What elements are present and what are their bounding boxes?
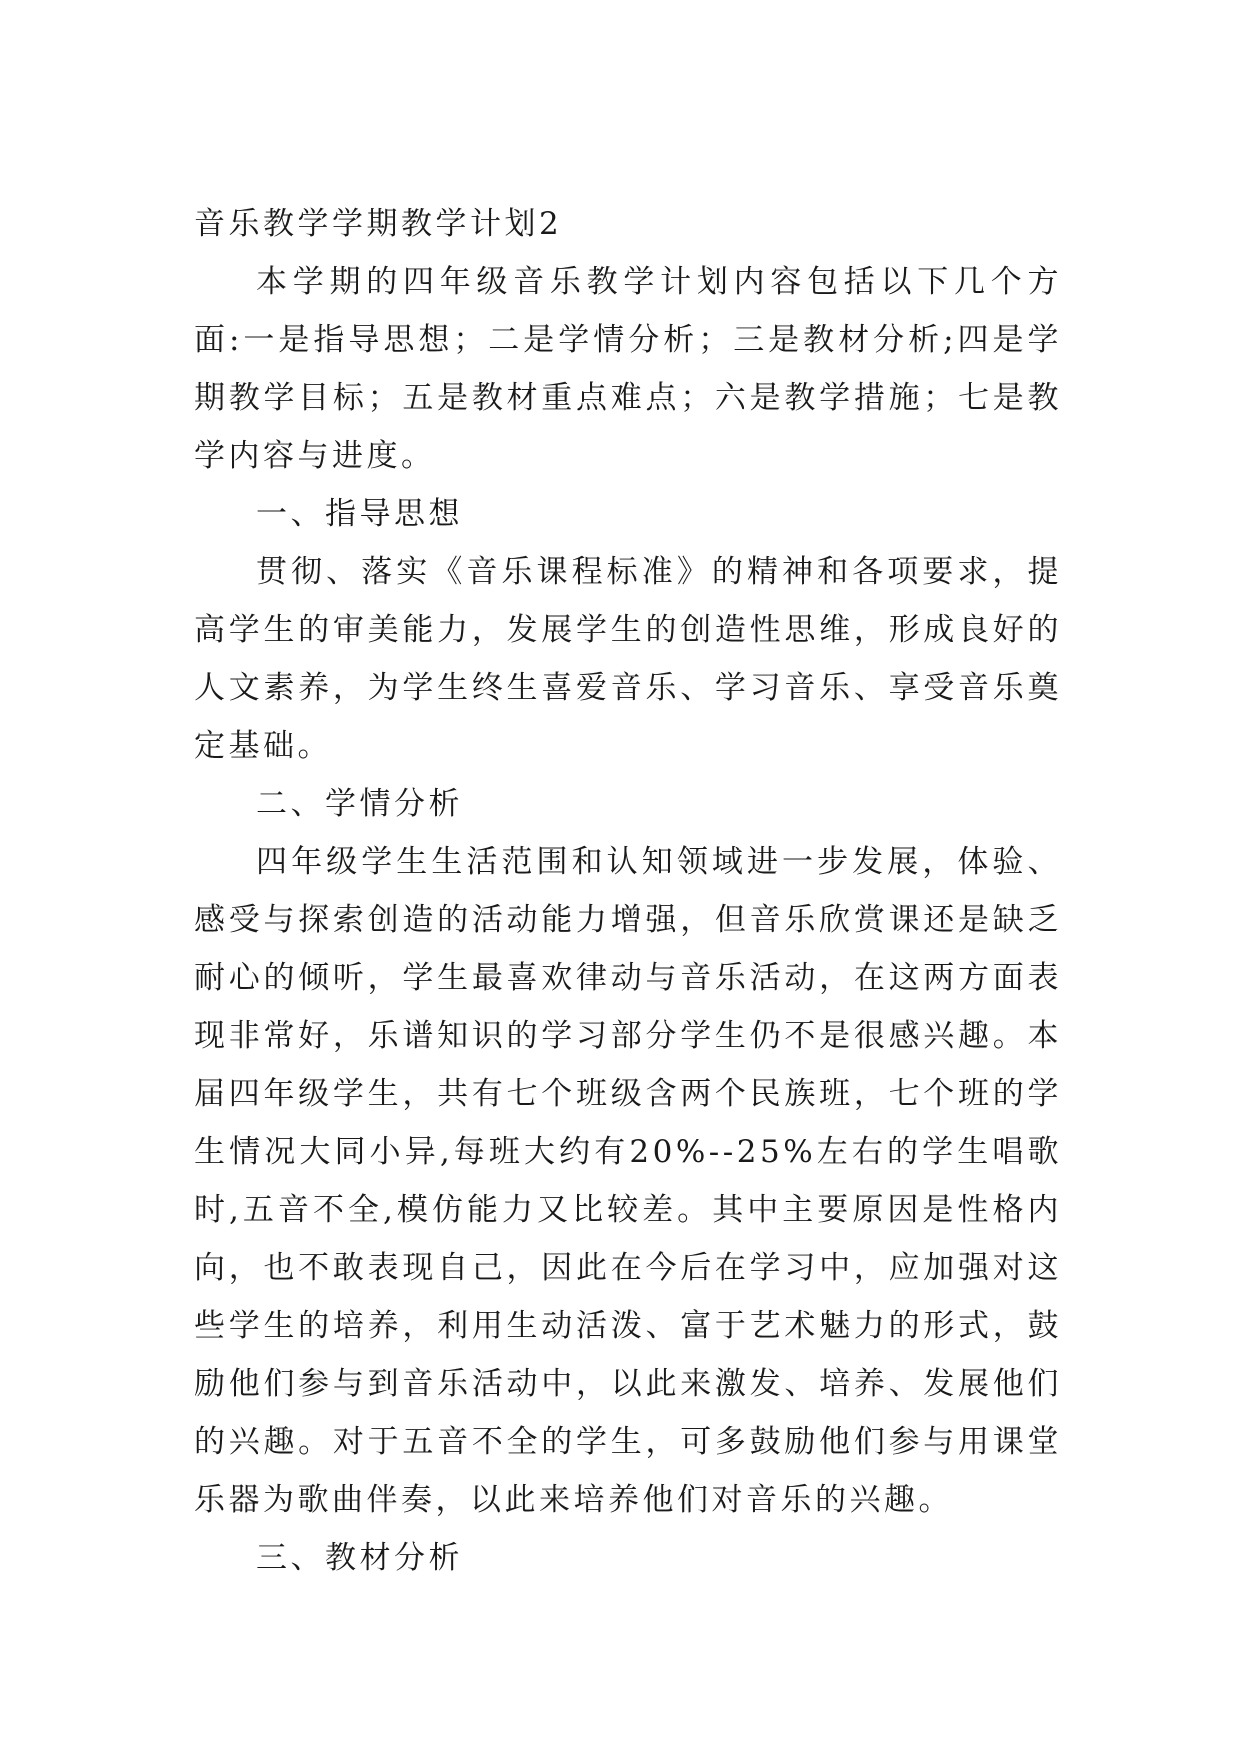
document-body	[194, 195, 1062, 1587]
document-title: 音乐教学学期教学计划2	[194, 206, 563, 242]
section-body-student-analysis: 四年级学生生活范围和认知领域进一步发展，体验、感受与探索创造的活动能力增强，但音乐欣赏课还是缺乏耐心的倾听，学生最喜欢律动与音乐活动，在这两方面表现非常好，乐谱知识的学习部分学生仍不是很感兴趣。本届四年级学生，共有七个班级含两个民族班，七个班的学生情况大同小异,每班大约有20%--25%左右的学生唱歌时,五音不全,模仿能力又比较差。其中主要原因是性格内向，也不敢表现自己，因此在今后在学习中，应加强对这些学生的培养，利用生动活泼、富于艺术魅力的形式，鼓励他们参与到音乐活动中，以此来激发、培养、发展他们的兴趣。对于五音不全的学生，可多鼓励他们参与用课堂乐器为歌曲伴奏，以此来培养他们对音乐的兴趣。	[194, 844, 1062, 1518]
section-heading-student-analysis: 二、学情分析	[256, 786, 463, 822]
section-heading-guiding-ideology: 一、指导思想	[256, 496, 463, 532]
section-heading-textbook-analysis: 三、教材分析	[256, 1540, 463, 1576]
intro-paragraph: 本学期的四年级音乐教学计划内容包括以下几个方面:一是指导思想；二是学情分析；三是教材分析;四是学期教学目标；五是教材重点难点；六是教学措施；七是教学内容与进度。	[194, 264, 1062, 474]
section-body-guiding-ideology: 贯彻、落实《音乐课程标准》的精神和各项要求，提高学生的审美能力，发展学生的创造性思维，形成良好的人文素养，为学生终生喜爱音乐、学习音乐、享受音乐奠定基础。	[194, 554, 1062, 764]
